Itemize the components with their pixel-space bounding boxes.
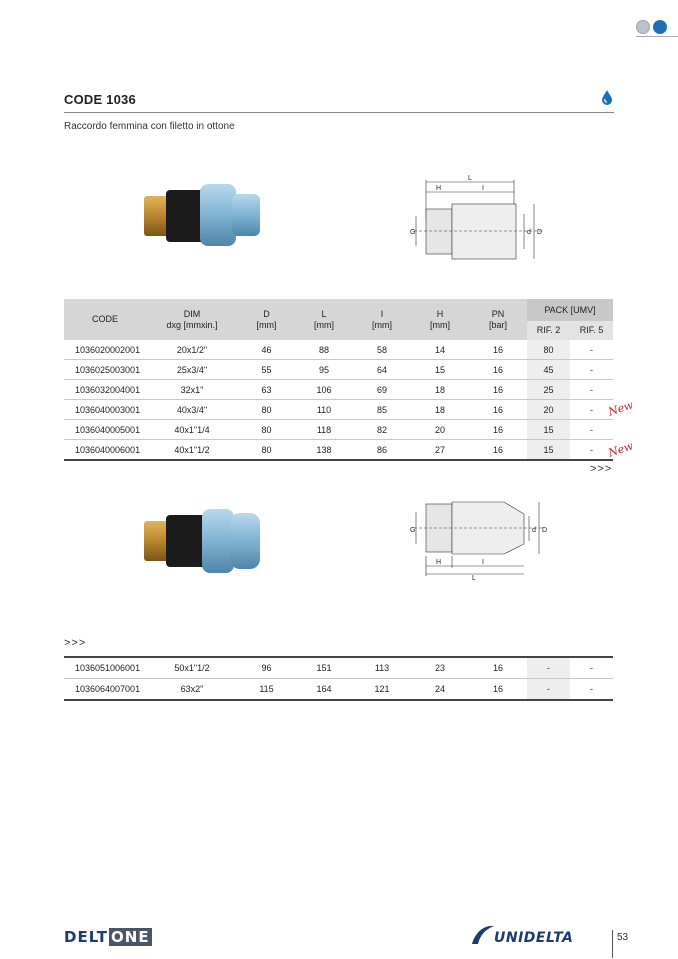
col-rif2: RIF. 2 [527,321,570,340]
product-table-1 [64,299,613,461]
continue-arrows: >>> [590,463,613,475]
product-photo-large [140,505,265,575]
technical-drawing-1 [404,174,554,264]
table-row: 1036064007001 63x2" 115 164 121 24 16 - - [64,679,613,701]
dim-label-I: I [482,185,484,192]
col-rif5: RIF. 5 [570,321,613,340]
dim-label-d: d [527,229,531,236]
dim-label-G: G [410,527,416,534]
blue-dot-icon [653,20,667,34]
table-row: 1036040006001 40x1"1/2 80 138 86 27 16 15 - [64,440,613,461]
unidelta-logo: UNIDELTA [494,930,574,946]
continued-arrows: >>> [64,637,87,649]
new-badge: New [606,439,635,460]
col-h: H [mm] [411,299,469,340]
dim-label-D: D [542,527,548,534]
table-row: 1036040003001 40x3/4" 80 110 85 18 16 20 - [64,400,613,420]
col-i: I [mm] [353,299,411,340]
table-row: 1036025003001 25x3/4" 55 95 64 15 16 45 - [64,360,613,380]
col-pn: PN [bar] [469,299,527,340]
dim-label-d: d [532,527,536,534]
col-l: L [mm] [295,299,353,340]
globe-icon [636,20,650,34]
product-photo-small [140,182,265,248]
page-title: CODE 1036 [64,92,136,107]
dim-label-L: L [472,575,476,581]
title-rule [64,112,614,113]
table-row: 1036051006001 50x1"1/2 96 151 113 23 16 - - [64,657,613,679]
dim-label-G: G [410,229,416,236]
dim-label-H: H [436,559,442,566]
table-row: 1036020002001 20x1/2" 46 88 58 14 16 80 - [64,340,613,360]
table-row: 1036040005001 40x1"1/4 80 118 82 20 16 15 - [64,420,613,440]
product-subtitle: Raccordo femmina con filetto in ottone [64,121,235,132]
col-pack: PACK [UMV] [527,299,613,321]
technical-drawing-2 [404,496,554,581]
dim-label-D: D [537,229,543,236]
footer-divider [612,930,613,958]
col-d: D [mm] [238,299,295,340]
product-table-2 [64,656,613,701]
dim-label-I: I [482,559,484,566]
unidelta-swoosh-icon [470,922,496,948]
new-badge: New [606,398,635,419]
deltone-logo: DELT ONE [64,928,150,946]
col-dim: DIM dxg [mmxin.] [146,299,238,340]
page-number: 53 [617,932,629,943]
table-row: 1036032004001 32x1" 63 106 69 18 16 25 - [64,380,613,400]
dim-label-H: H [436,185,442,192]
col-code: CODE [64,299,146,340]
dim-label-L: L [468,175,472,182]
header-divider [636,36,678,37]
water-drop-icon [601,89,613,105]
